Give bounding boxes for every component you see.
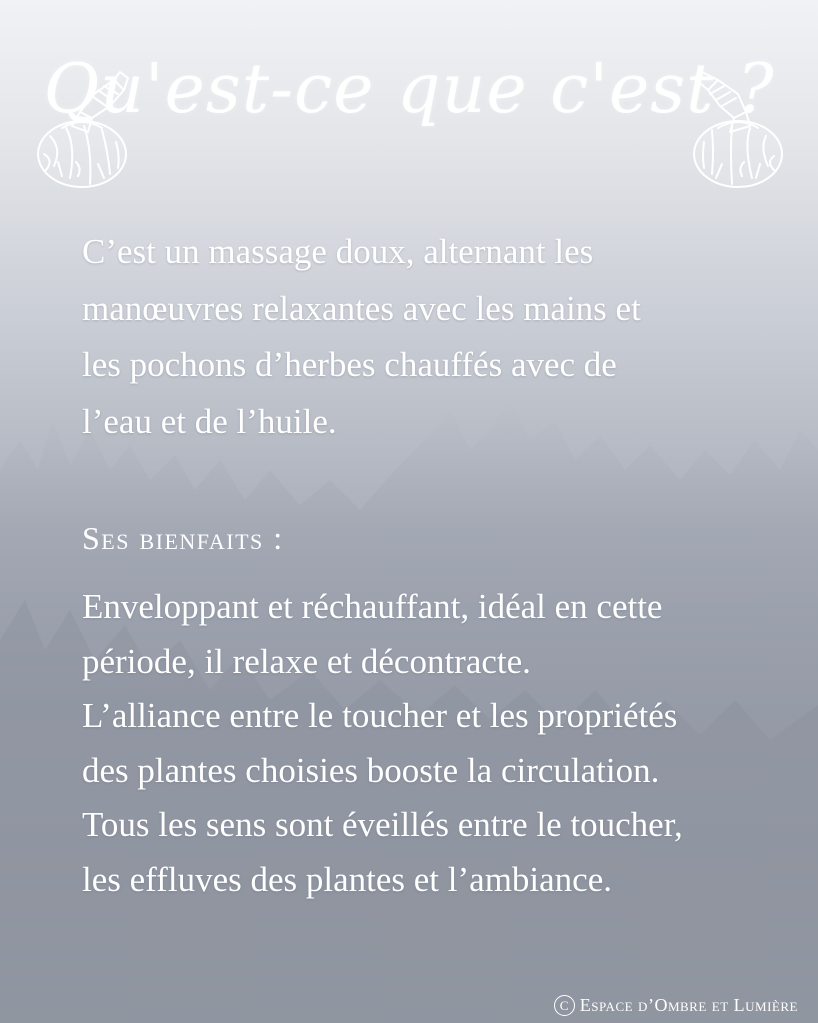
herbal-compress-icon bbox=[686, 66, 790, 192]
page-title: Qu'est-ce que c'est ? bbox=[43, 50, 775, 129]
copyright-notice bbox=[554, 992, 798, 1018]
benefits-line: les effluves des plantes et l’ambiance. bbox=[82, 859, 612, 899]
intro-line: C’est un massage doux, alternant les bbox=[82, 232, 594, 271]
benefits-line: Tous les sens sont éveillés entre le toucher, bbox=[82, 805, 683, 844]
benefits-line: des plantes choisies booste la circulation. bbox=[82, 750, 660, 790]
intro-line: les pochons d’herbes chauffés avec de bbox=[82, 345, 617, 384]
benefits-heading: Ses bienfaits : bbox=[82, 520, 284, 556]
benefits-line: L’alliance entre le toucher et les propriétés bbox=[82, 696, 678, 735]
copyright-text: Espace d’Ombre et Lumière bbox=[579, 995, 798, 1015]
intro-line: manœuvres relaxantes avec les mains et bbox=[82, 288, 641, 328]
benefits-paragraph bbox=[82, 580, 742, 907]
copyright-icon: C bbox=[554, 995, 575, 1016]
herbal-compress-icon bbox=[32, 66, 136, 192]
intro-paragraph bbox=[82, 224, 736, 450]
intro-line: l’eau et de l’huile. bbox=[82, 401, 337, 441]
benefits-line: Enveloppant et réchauffant, idéal en cette bbox=[82, 587, 663, 626]
benefits-line: période, il relaxe et décontracte. bbox=[82, 641, 531, 681]
